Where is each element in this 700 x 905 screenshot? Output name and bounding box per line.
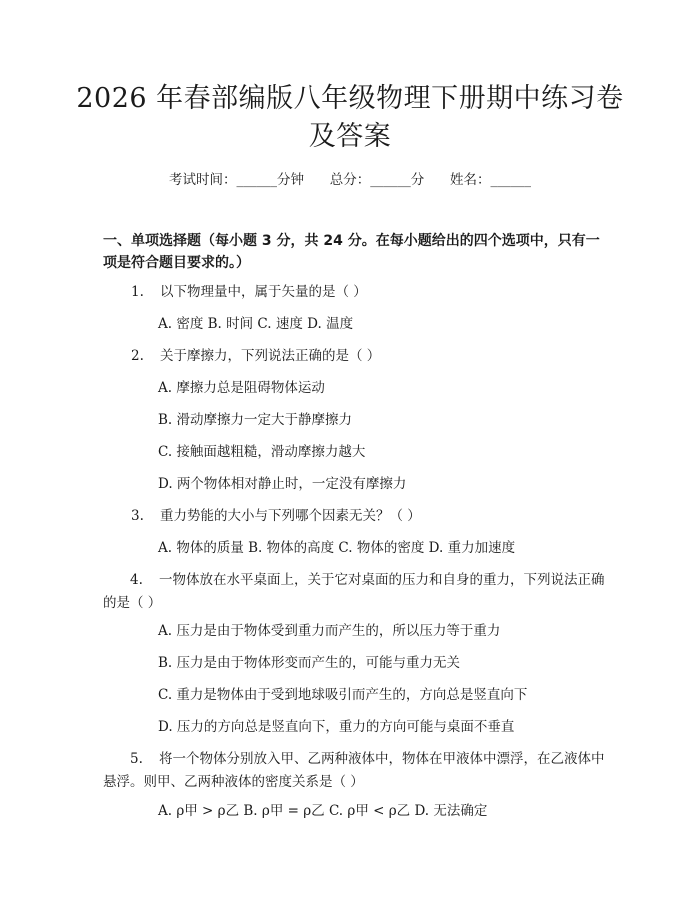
question-number: 5. [130, 751, 143, 767]
question-stem: 以下物理量中，属于矢量的是（ ） [160, 284, 367, 300]
question-stem: 将一个物体分别放入甲、乙两种液体中，物体在甲液体中漂浮，在乙液体中悬浮。则甲、乙两种液体的密度关系是（ ） [103, 751, 605, 790]
question-1-options: A. 密度 B. 时间 C. 速度 D. 温度 [158, 316, 354, 332]
question-3 [131, 505, 421, 527]
question-4-option-c: C. 重力是物体由于受到地球吸引而产生的，方向总是竖直向下 [158, 687, 528, 703]
exam-meta-line: 考试时间：______分钟 总分：______分 姓名：______ [169, 172, 531, 188]
question-4 [103, 569, 608, 615]
question-2 [131, 345, 380, 367]
question-number: 4. [130, 572, 143, 588]
question-5-options: A. ρ甲 > ρ乙 B. ρ甲 = ρ乙 C. ρ甲 < ρ乙 D. 无法确定 [158, 803, 488, 819]
question-4-option-d: D. 压力的方向总是竖直向下，重力的方向可能与桌面不垂直 [158, 719, 515, 735]
question-2-option-b: B. 滑动摩擦力一定大于静摩擦力 [158, 412, 353, 428]
question-4-option-b: B. 压力是由于物体形变而产生的，可能与重力无关 [158, 655, 461, 671]
question-stem: 重力势能的大小与下列哪个因素无关？（ ） [160, 508, 421, 524]
question-3-options: A. 物体的质量 B. 物体的高度 C. 物体的密度 D. 重力加速度 [158, 540, 516, 556]
question-2-option-a: A. 摩擦力总是阻碍物体运动 [158, 380, 325, 396]
question-number: 2. [131, 348, 144, 364]
question-number: 3. [131, 508, 144, 524]
title-line-2: 及答案 [308, 121, 392, 152]
question-stem: 关于摩擦力，下列说法正确的是（ ） [160, 348, 381, 364]
title-line-1: 2026 年春部编版八年级物理下册期中练习卷 [76, 83, 624, 114]
question-1 [131, 281, 367, 303]
page-title [60, 80, 640, 156]
section-heading: 一、单项选择题（每小题 3 分，共 24 分。在每小题给出的四个选项中，只有一项是符合题目要求的。） [103, 233, 600, 271]
question-4-option-a: A. 压力是由于物体受到重力而产生的，所以压力等于重力 [158, 623, 501, 639]
question-2-option-d: D. 两个物体相对静止时，一定没有摩擦力 [158, 476, 407, 492]
question-number: 1. [131, 284, 144, 300]
question-stem: 一物体放在水平桌面上，关于它对桌面的压力和自身的重力，下列说法正确的是（ ） [103, 572, 605, 611]
question-2-option-c: C. 接触面越粗糙，滑动摩擦力越大 [158, 444, 366, 460]
question-5 [103, 748, 608, 794]
